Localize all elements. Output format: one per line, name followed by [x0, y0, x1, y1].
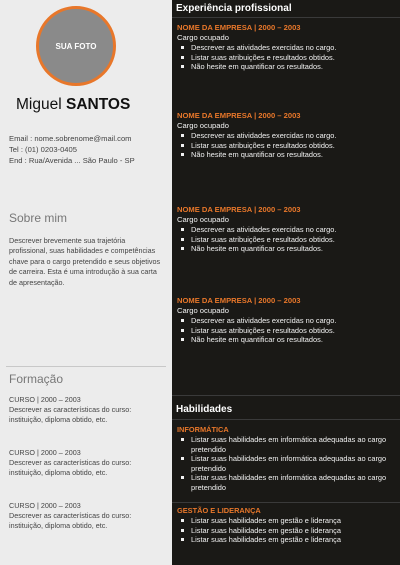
skill-category: INFORMÁTICA [177, 425, 229, 434]
job-entry [177, 23, 395, 72]
job-company: NOME DA EMPRESA | 2000 – 2003 [177, 111, 301, 120]
job-company: NOME DA EMPRESA | 2000 – 2003 [177, 296, 301, 305]
job-role: Cargo ocupado [177, 33, 229, 42]
skill-bullets [177, 435, 395, 493]
bullet-icon [181, 529, 184, 532]
contact-info [9, 133, 135, 167]
bullet-text: Listar suas habilidades em gestão e liderança [191, 516, 341, 525]
about-text: Descrever brevemente sua trajetória profissional, suas habilidades e competências chave para o cargo pretendido e seus objetivos de carreira. Esta é uma introdução à sua carta de apresentação. [9, 236, 161, 287]
bullet-text: Listar suas habilidades em informática adequadas ao cargo pretendido [191, 435, 387, 454]
job-company: NOME DA EMPRESA | 2000 – 2003 [177, 205, 301, 214]
section-divider [172, 17, 400, 18]
left-column [0, 0, 172, 565]
bullet-icon [181, 457, 184, 460]
bullet-text: Não hesite em quantificar os resultados. [191, 244, 323, 254]
last-name: SANTOS [65, 96, 131, 113]
course-entry [9, 501, 167, 532]
photo-label: SUA FOTO [55, 41, 97, 51]
job-bullets [177, 131, 395, 160]
list-item [177, 225, 395, 235]
contact-address: End : Rua/Avenida ... São Paulo - SP [9, 156, 135, 166]
section-divider [172, 502, 400, 503]
bullet-text: Descrever as atividades exercidas no cargo. [191, 225, 337, 234]
course-description: Descrever as características do curso: instituição, diploma obtido, etc. [9, 511, 132, 531]
education-title: Formação [9, 372, 64, 386]
list-item [177, 526, 395, 536]
job-role: Cargo ocupado [177, 306, 229, 315]
bullet-icon [181, 46, 184, 49]
section-divider [172, 419, 400, 420]
bullet-text: Listar suas atribuições e resultados obtidos. [191, 234, 335, 244]
photo-placeholder [36, 6, 116, 86]
list-item [177, 326, 395, 336]
bullet-text: Não hesite em quantificar os resultados. [191, 62, 323, 72]
bullet-icon [181, 538, 184, 541]
bullet-text: Listar suas habilidades em gestão e liderança [191, 535, 341, 545]
bullet-icon [181, 476, 184, 479]
job-role: Cargo ocupado [177, 215, 229, 224]
bullet-text: Descrever as atividades exercidas no cargo. [191, 131, 337, 140]
bullet-icon [181, 134, 184, 137]
list-item [177, 335, 395, 345]
job-role: Cargo ocupado [177, 121, 229, 130]
bullet-icon [181, 438, 184, 441]
course-heading: CURSO | 2000 – 2003 [9, 501, 81, 510]
skill-category: GESTÃO E LIDERANÇA [177, 506, 261, 515]
course-description: Descrever as características do curso: instituição, diploma obtido, etc. [9, 405, 132, 425]
contact-phone: Tel : (01) 0203-0405 [9, 145, 77, 155]
bullet-icon [181, 247, 184, 250]
right-column [172, 0, 400, 565]
bullet-text: Listar suas atribuições e resultados obtidos. [191, 140, 335, 150]
list-item [177, 435, 395, 454]
course-heading: CURSO | 2000 – 2003 [9, 448, 81, 457]
course-entry [9, 448, 167, 479]
list-item [177, 141, 395, 151]
skill-group [177, 506, 395, 545]
list-item [177, 53, 395, 63]
list-item [177, 131, 395, 141]
first-name: Miguel [16, 96, 62, 113]
list-item [177, 454, 395, 473]
section-divider [172, 395, 400, 396]
bullet-icon [181, 65, 184, 68]
bullet-text: Descrever as atividades exercidas no cargo. [191, 43, 337, 52]
bullet-icon [181, 238, 184, 241]
skill-group [177, 425, 395, 493]
skills-title: Habilidades [176, 404, 233, 415]
list-item [177, 516, 395, 526]
course-description: Descrever as características do curso: instituição, diploma obtido, etc. [9, 458, 132, 478]
job-entry [177, 296, 395, 345]
bullet-text: Não hesite em quantificar os resultados. [191, 335, 323, 345]
section-divider [6, 366, 166, 367]
bullet-text: Listar suas habilidades em informática adequadas ao cargo pretendido [191, 473, 387, 492]
bullet-icon [181, 519, 184, 522]
job-bullets [177, 225, 395, 254]
bullet-text: Listar suas habilidades em informática adequadas ao cargo pretendido [191, 454, 387, 473]
job-bullets [177, 316, 395, 345]
bullet-text: Listar suas atribuições e resultados obtidos. [191, 325, 335, 335]
list-item [177, 62, 395, 72]
bullet-icon [181, 144, 184, 147]
job-bullets [177, 43, 395, 72]
bullet-icon [181, 329, 184, 332]
list-item [177, 473, 395, 492]
bullet-icon [181, 228, 184, 231]
job-company: NOME DA EMPRESA | 2000 – 2003 [177, 23, 301, 32]
list-item [177, 43, 395, 53]
experience-title: Experiência profissional [176, 3, 292, 14]
list-item [177, 535, 395, 545]
bullet-text: Listar suas atribuições e resultados obtidos. [191, 52, 335, 62]
job-entry [177, 111, 395, 160]
about-title: Sobre mim [9, 211, 68, 225]
course-heading: CURSO | 2000 – 2003 [9, 395, 81, 404]
bullet-icon [181, 153, 184, 156]
job-entry [177, 205, 395, 254]
contact-email: Email : nome.sobrenome@mail.com [9, 134, 132, 143]
course-entry [9, 395, 167, 426]
skill-bullets [177, 516, 395, 545]
list-item [177, 244, 395, 254]
list-item [177, 150, 395, 160]
full-name [16, 96, 130, 114]
list-item [177, 235, 395, 245]
bullet-icon [181, 319, 184, 322]
bullet-text: Não hesite em quantificar os resultados. [191, 150, 323, 160]
bullet-icon [181, 338, 184, 341]
list-item [177, 316, 395, 326]
bullet-text: Descrever as atividades exercidas no cargo. [191, 316, 337, 325]
bullet-icon [181, 56, 184, 59]
bullet-text: Listar suas habilidades em gestão e liderança [191, 525, 341, 535]
